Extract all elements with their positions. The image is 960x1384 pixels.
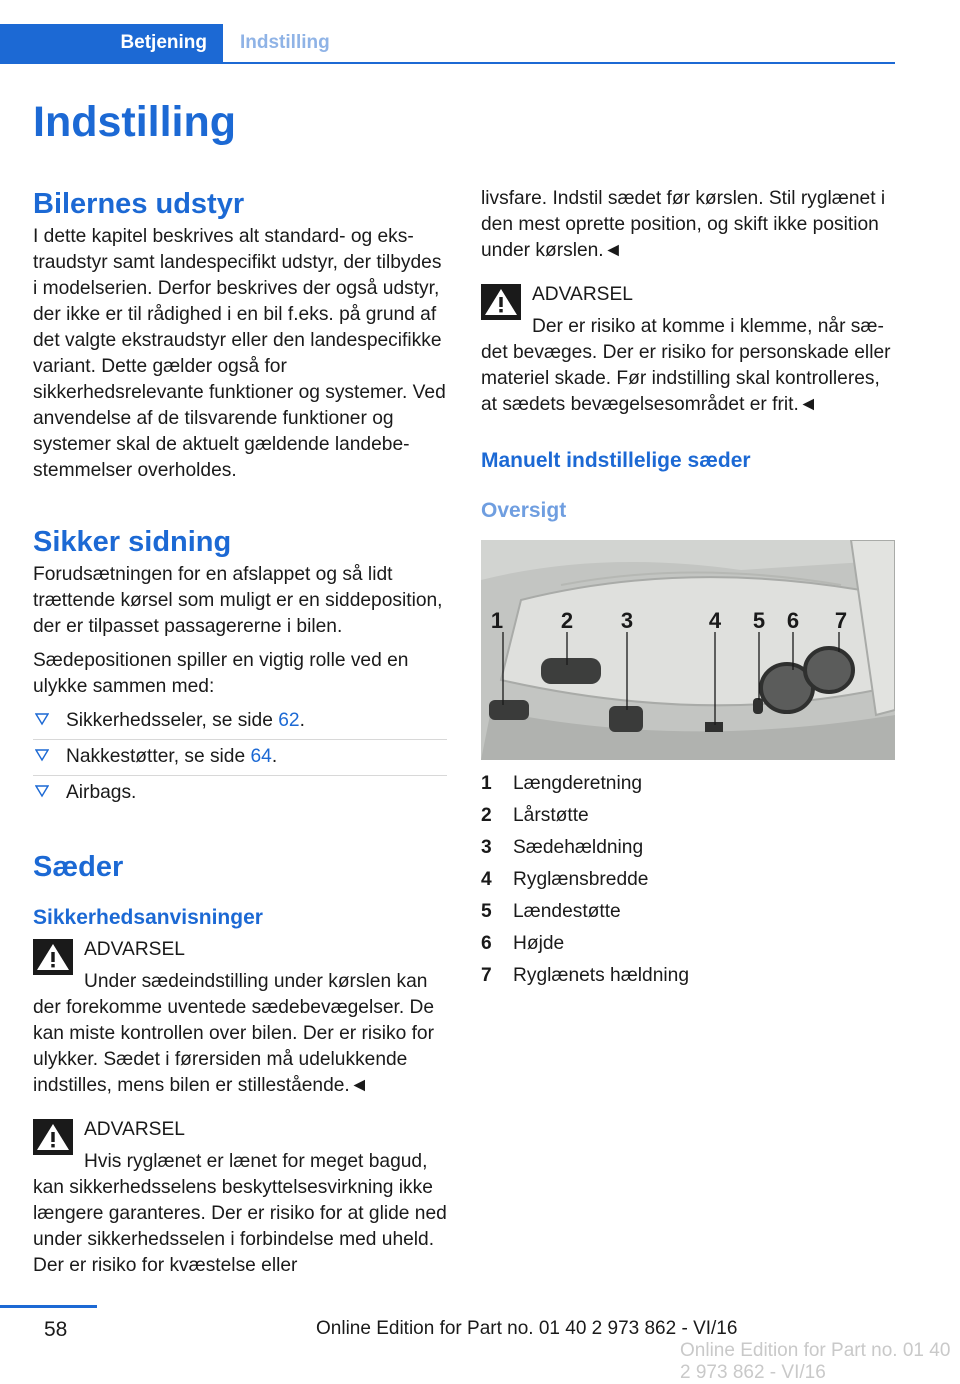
section-title-bilernes-udstyr: Bilernes udstyr bbox=[33, 188, 245, 220]
subheading-oversigt: Oversigt bbox=[481, 499, 567, 522]
bullet-end: . bbox=[299, 710, 305, 731]
continued-text: livsfare. Indstil sædet før kørslen. Stil ryglænet i den mest oprette position, og skift ikke position under kørslen.◄ bbox=[481, 188, 886, 261]
warning-label: ADVARSEL bbox=[84, 1119, 185, 1140]
list-item bbox=[33, 740, 447, 776]
figure-label-2: 2 bbox=[560, 608, 574, 633]
legend-label: Højde bbox=[513, 933, 565, 954]
warning-label: ADVARSEL bbox=[532, 284, 633, 305]
warning-first-line: Under sædeindstilling under kørslen kan bbox=[84, 971, 428, 992]
bullet-list bbox=[33, 704, 447, 811]
watermark: Online Edition for Part no. 01 40 2 973 862 - VI/16 bbox=[680, 1340, 951, 1383]
legend-number: 7 bbox=[481, 965, 492, 986]
table-row bbox=[481, 960, 895, 992]
legend-number: 1 bbox=[481, 773, 492, 794]
triangle-bullet-icon bbox=[35, 712, 49, 726]
figure-label-7: 7 bbox=[834, 608, 848, 633]
legend-label: Lårstøtte bbox=[513, 805, 589, 826]
legend-label: Ryglænsbredde bbox=[513, 869, 649, 890]
legend-number: 6 bbox=[481, 933, 492, 954]
bullet-end: . bbox=[271, 746, 278, 767]
figure-label-4: 4 bbox=[708, 608, 722, 633]
triangle-bullet-icon bbox=[35, 748, 49, 762]
warning-first-line: Der er risiko at komme i klemme, når sæ- bbox=[532, 316, 884, 337]
warning-label: ADVARSEL bbox=[84, 939, 185, 960]
list-item bbox=[33, 704, 447, 740]
table-row bbox=[481, 832, 895, 864]
tab-indstilling[interactable]: Indstilling bbox=[240, 32, 330, 53]
table-row bbox=[481, 800, 895, 832]
legend-label: Længderetning bbox=[513, 773, 643, 794]
legend-number: 4 bbox=[481, 869, 492, 890]
table-row bbox=[481, 768, 895, 800]
figure-label-3: 3 bbox=[620, 608, 634, 633]
section-body-bilernes-udstyr: I dette kapitel beskrives alt standard- og ekstraudstyr samt landespecifikt udstyr, der tilbydes i modelserien. Derfor beskrives der også udstyr, der ikke er til rådighed i en bil f.eks. på grund af det valgte ekstraudstyr eller den landespecifikke variant. Dette gælder også for sikkerhedsrelevante funktioner og systemer. Ved anvendelse af de tilsvarende funktioner og systemer skal de aktuelt gældende landebestemmelser overholdes. bbox=[33, 226, 446, 481]
subsection-title-sikkerhedsanvisninger: Sikkerhedsanvisninger bbox=[33, 906, 263, 929]
seat-controls-figure bbox=[481, 540, 895, 760]
warning-icon bbox=[481, 284, 521, 320]
bullet-text: Airbags. bbox=[66, 782, 137, 803]
figure-legend bbox=[481, 768, 895, 992]
table-row bbox=[481, 928, 895, 960]
section-title-saeder: Sæder bbox=[33, 851, 124, 883]
legend-number: 5 bbox=[481, 901, 492, 922]
table-row bbox=[481, 896, 895, 928]
warning-block-1 bbox=[33, 937, 447, 1099]
page-link-62[interactable]: 62 bbox=[278, 710, 300, 731]
tab-betjening[interactable]: Betjening bbox=[0, 24, 223, 62]
warning-icon bbox=[33, 1119, 73, 1155]
header-tabbar bbox=[0, 24, 895, 64]
figure-label-1: 1 bbox=[490, 608, 504, 633]
warning-text: det bevæges. Der er risiko for personskade eller materiel skade. Før indstilling skal kontrolleres, at sædets bevægelsesområdet er frit.◄ bbox=[481, 342, 891, 415]
legend-number: 3 bbox=[481, 837, 492, 858]
paragraph-sikker-sidning-1: Forudsætningen for en afslappet og så lidt trættende kørsel som muligt er en siddeposition, der er tilpasset passagererne i bilen. bbox=[33, 564, 443, 637]
footer-rule bbox=[0, 1305, 97, 1308]
warning-icon bbox=[33, 939, 73, 975]
page-number: 58 bbox=[44, 1318, 68, 1341]
section-title-sikker-sidning: Sikker sidning bbox=[33, 526, 232, 558]
figure-label-6: 6 bbox=[786, 608, 800, 633]
table-row bbox=[481, 864, 895, 896]
legend-number: 2 bbox=[481, 805, 492, 826]
page-title: Indstilling bbox=[33, 98, 237, 146]
figure-label-5: 5 bbox=[752, 608, 766, 633]
right-column bbox=[481, 186, 895, 992]
warning-first-line: Hvis ryglænet er lænet for meget bagud, bbox=[84, 1151, 428, 1172]
legend-label: Lændestøtte bbox=[513, 901, 621, 922]
warning-text: der forekomme uventede sædebevægelser. De kan miste kontrollen over bilen. Der er risiko for ulykker. Sædet i førersiden må udelukkende indstilles, mens bilen er stillestående.◄ bbox=[33, 997, 435, 1096]
left-column bbox=[33, 186, 447, 1279]
bullet-text: Sikkerhedsseler, se side bbox=[66, 710, 279, 731]
list-item bbox=[33, 776, 447, 811]
legend-label: Ryglænets hældning bbox=[513, 965, 689, 986]
edition-text: Online Edition for Part no. 01 40 2 973 862 - VI/16 bbox=[316, 1318, 738, 1339]
triangle-bullet-icon bbox=[35, 784, 49, 798]
heading-manuelt-indstillelige-saeder: Manuelt indstillelige sæder bbox=[481, 449, 751, 472]
legend-label: Sædehældning bbox=[513, 837, 644, 858]
paragraph-sikker-sidning-2: Sædepositionen spiller en vigtig rolle ved en ulykke sammen med: bbox=[33, 650, 409, 697]
warning-block-2 bbox=[33, 1117, 447, 1279]
page-link-64[interactable]: 64 bbox=[250, 746, 272, 767]
bullet-text: Nakkestøtter, se side bbox=[66, 746, 251, 767]
warning-block-3 bbox=[481, 282, 895, 418]
warning-text: kan sikkerhedsselens beskyttelsesvirkning ikke længere garanteres. Der er risiko for at glide ned under sikkerhedsselen i forbindelse med uheld. Der er risiko for kvæstelse eller bbox=[33, 1177, 447, 1276]
